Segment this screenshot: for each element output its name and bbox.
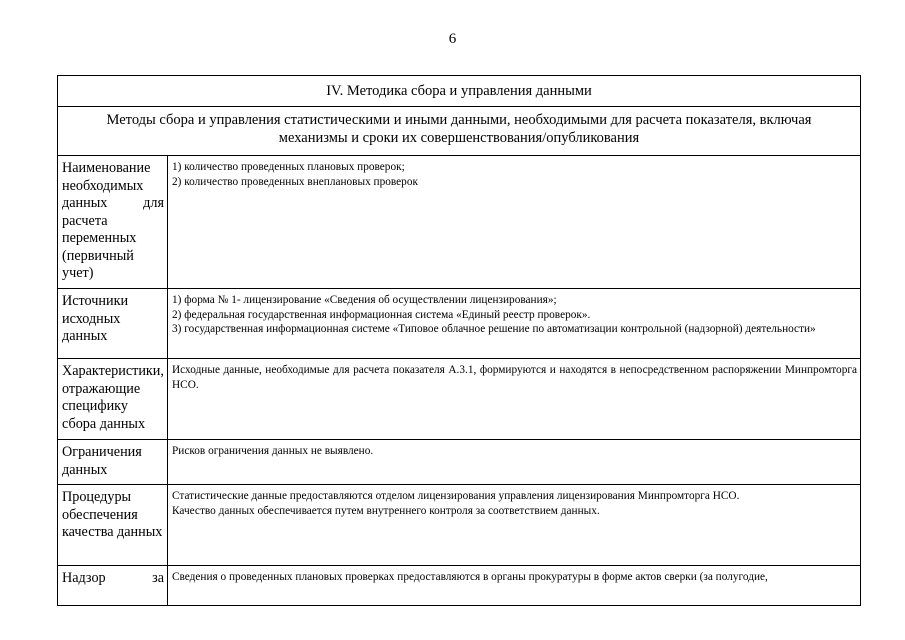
page-number: 6 — [448, 31, 457, 47]
subtitle-line-2: механизмы и сроки их совершенствования/опубликования — [278, 130, 640, 146]
table-row — [58, 359, 861, 440]
value-line: Рисков ограничения данных не выявлено. — [172, 445, 374, 457]
row-value-quality — [168, 485, 861, 566]
row-label-data-names: Наименование необходимых данных для расчета переменных (первичный учет) — [58, 156, 168, 289]
value-line: 1) форма № 1- лицензирование «Сведения об осуществлении лицензирования»; — [172, 294, 557, 306]
section-subtitle — [58, 107, 861, 156]
row-label-sources: Источники исходных данных — [58, 289, 168, 359]
table-row — [58, 485, 861, 566]
value-line: Качество данных обеспечивается путем внутреннего контроля за соответствием данных. — [172, 504, 600, 517]
row-value-characteristics — [168, 359, 861, 440]
row-value-sources — [168, 289, 861, 359]
supervision-label: Надзор за — [62, 570, 164, 586]
row-value-limitations — [168, 440, 861, 485]
table-row — [58, 440, 861, 485]
section-title: IV. Методика сбора и управления данными — [58, 76, 861, 107]
subtitle-line-1: Методы сбора и управления статистическими и иными данными, необходимыми для расчета показателя, включая — [106, 112, 812, 128]
methodology-table — [57, 75, 861, 606]
row-value-supervision — [168, 566, 861, 606]
value-line: 3) государственная информационная системе «Типовое облачное решение по автоматизации контрольной (надзорной) деятельности» — [172, 323, 816, 335]
value-line: 2) федеральная государственная информационная система «Единый реестр проверок». — [172, 308, 591, 321]
value-line: Исходные данные, необходимые для расчета показателя А.3.1, формируются и находятся в непосредственном распоряжении Минпромторга НСО. — [172, 364, 857, 391]
table-row — [58, 156, 861, 289]
value-line: 2) количество проведенных внеплановых проверок — [172, 175, 418, 188]
row-label-limitations: Ограничения данных — [58, 440, 168, 485]
row-label-quality: Процедуры обеспечения качества данных — [58, 485, 168, 566]
value-line: Статистические данные предоставляются отделом лицензирования управления лицензирования Минпромторга НСО. — [172, 490, 740, 502]
row-label-characteristics: Характеристики, отражающие специфику сбора данных — [58, 359, 168, 440]
table-row — [58, 566, 861, 606]
row-value-data-names — [168, 156, 861, 289]
row-label-supervision — [58, 566, 168, 606]
table-row — [58, 289, 861, 359]
value-line: Сведения о проведенных плановых проверках предоставляются в органы прокуратуры в форме актов сверки (за полугодие, — [172, 571, 768, 583]
value-line: 1) количество проведенных плановых проверок; — [172, 161, 405, 173]
